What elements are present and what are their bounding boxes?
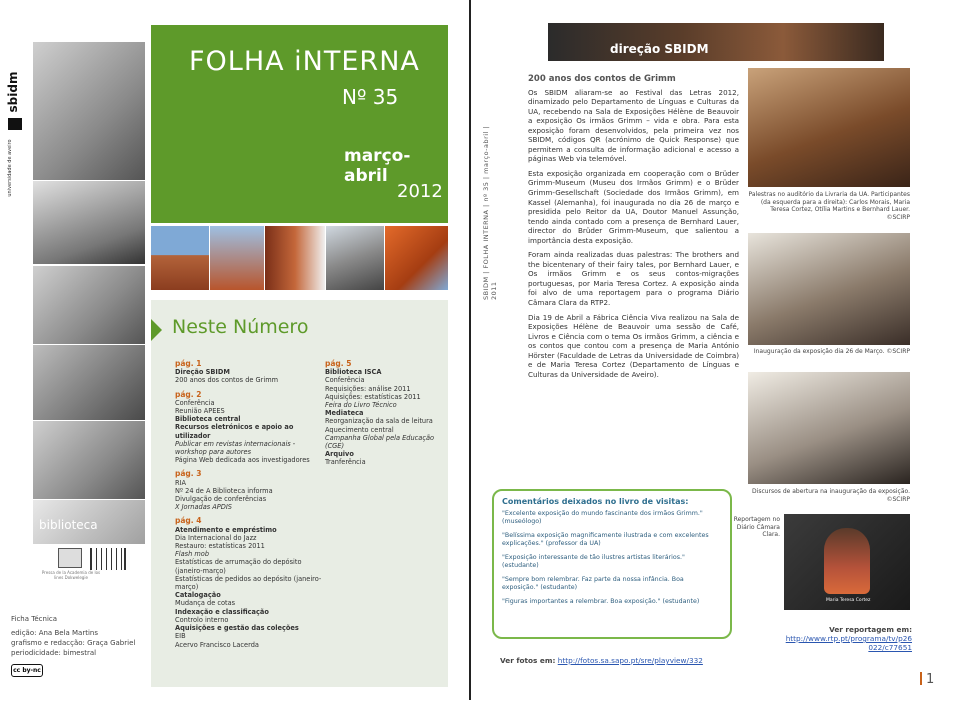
comment-item: "Sempre bom relembrar. Faz parte da nossa infância. Boa exposição." (estudante) bbox=[502, 576, 684, 591]
contents-page-heading: pág. 1 bbox=[175, 359, 202, 368]
article-paragraph: Os SBIDM aliaram-se ao Festival das Letras 2012, dinamizado pelo Departamento de Línguas e Culturas da UA, recebendo na Sala de Exposições Hélène de Beauvoir a exposição Os irmãos Grimm – vida e obra. Para esta exposição foram desenvolvidos, pela primeira vez nos SBIDM, códigos QR (acrónimo de Quick Response) que permitem a consulta de informação adicional e acesso a páginas Web via telemóvel. bbox=[528, 87, 739, 164]
contents-item: Dia Internacional do Jazz bbox=[175, 533, 257, 542]
caption-auditorium: Palestras no auditório da Livraria da UA. Participantes (da esquerda para a direita): Carlos Morais, Maria Teresa Cortez, Otília Martins e Bernhard Lauer. ©SCIRP bbox=[748, 191, 910, 221]
vertical-running-head: SBIDM | FOLHA INTERNA | nº 35 | março-abril | 2011 bbox=[482, 125, 498, 300]
article-paragraph: Dia 19 de Abril a Fábrica Ciência Viva realizou na Sala de Exposições Hélène de Beauvoir uma sessão de Café, Livros e Ciência com o tema Os irmãos Grimm, a ciência e os contos que contou com a presença de Maria António Hörster (Faculdade de Letras da Universidade de Coimbra) e de Maria Teresa Cortez (Departamento de Línguas e Culturas da Universidade de Aveiro). bbox=[528, 312, 739, 379]
photo-building-5 bbox=[385, 226, 448, 290]
photo-audience bbox=[33, 421, 145, 499]
ficha-title: Ficha Técnica bbox=[11, 615, 58, 623]
contents-column-1 bbox=[175, 354, 323, 649]
contents-item: 200 anos dos contos de Grimm bbox=[175, 376, 279, 385]
photo-building-3 bbox=[265, 226, 325, 290]
ficha-line: grafismo e redacção: Graça Gabriel bbox=[11, 639, 136, 647]
photo-biblioteca bbox=[33, 500, 145, 544]
issue-year: 2012 bbox=[397, 181, 443, 202]
contents-item: Catalogação bbox=[175, 591, 221, 600]
article bbox=[528, 75, 739, 384]
masthead bbox=[151, 25, 448, 223]
contents-item: Restauro: estatísticas 2011 bbox=[175, 542, 265, 551]
photo-woman-screen bbox=[33, 181, 145, 264]
article-paragraph: Foram ainda realizadas duas palestras: The brothers and the bicentenary of their fairy tales, por Bernhard Lauer, e Os irmãos Grimm e os seus contos-migrações portuguesas, por Maria Teresa Cortez. A exposição ainda foi alvo de uma reportagem para o programa Diário Câmara Clara da RTP2. bbox=[528, 250, 739, 308]
contents-item: Conferência bbox=[325, 376, 365, 385]
contents-page-heading: pág. 5 bbox=[325, 359, 352, 368]
contents-item: Requisições: análise 2011 bbox=[325, 384, 411, 393]
contents-item: Conferência bbox=[175, 398, 215, 407]
section-banner bbox=[548, 23, 884, 61]
guestbook-comments bbox=[492, 489, 732, 639]
contents-item: Mudança de cotas bbox=[175, 599, 236, 608]
arrow-icon bbox=[151, 319, 162, 341]
photo-building-1 bbox=[151, 226, 209, 290]
contents-item: Página Web dedicada aos investigadores bbox=[175, 456, 310, 465]
photo-building-2 bbox=[210, 226, 264, 290]
contents-item: Arquivo bbox=[325, 450, 354, 459]
ver-fotos-link[interactable]: http://fotos.sa.sapo.pt/sre/playview/332 bbox=[557, 656, 703, 665]
contents-item: X Jornadas APDIS bbox=[175, 503, 232, 512]
ver-reportagem-label: Ver reportagem em: bbox=[829, 625, 912, 634]
creative-commons-badge[interactable]: cc by-nc bbox=[11, 664, 43, 677]
contents-panel bbox=[151, 300, 448, 687]
issue-period: março-abril bbox=[344, 146, 411, 186]
contents-item: Reunião APEES bbox=[175, 407, 225, 416]
contents-title: Neste Número bbox=[172, 316, 309, 338]
newsletter-title: FOLHA iNTERNA bbox=[189, 46, 420, 77]
issue-number: Nº 35 bbox=[342, 85, 399, 109]
caption-opening: Discursos de abertura na inauguração da exposição. ©SCIRP bbox=[752, 488, 910, 503]
biblioteca-label: biblioteca bbox=[39, 518, 98, 532]
contents-item: Mediateca bbox=[325, 409, 364, 418]
video-thumbnail[interactable] bbox=[784, 514, 910, 610]
contents-item: RIA bbox=[175, 478, 187, 487]
comments-title: Comentários deixados no livro de visitas: bbox=[502, 497, 689, 506]
section-banner-label: direção SBIDM bbox=[610, 42, 709, 56]
comment-item: "Excelente exposição do mundo fascinante dos irmãos Grimm." (museólogo) bbox=[502, 510, 703, 525]
unesco-label: Pressa de la Academia de los lines Dokwelegie bbox=[41, 570, 101, 580]
contents-item: Publicar em revistas internacionais - workshop para autores bbox=[175, 439, 296, 457]
page-divider bbox=[469, 0, 471, 700]
contents-page-heading: pág. 2 bbox=[175, 389, 202, 399]
ficha-line: edição: Ana Bela Martins bbox=[11, 629, 98, 637]
comment-item: "Belíssima exposição magnificamente ilustrada e com excelentes explicações." (professor da UA) bbox=[502, 532, 709, 547]
contents-item: Aquisições: estatísticas 2011 bbox=[325, 392, 421, 401]
page-number bbox=[920, 672, 934, 687]
contents-item: Estatísticas de arrumação do depósito (janeiro-março) bbox=[175, 558, 302, 575]
photo-crowd-top bbox=[33, 42, 145, 180]
logo-text: sbidm bbox=[6, 71, 20, 113]
video-person bbox=[824, 528, 870, 594]
contents-column-2 bbox=[325, 354, 443, 467]
contents-item: Flash mob bbox=[175, 550, 210, 559]
contents-item: Controlo interno bbox=[175, 615, 229, 624]
ficha-tecnica bbox=[11, 614, 135, 658]
contents-item: Feira do Livro Técnico bbox=[325, 401, 397, 410]
contents-item: Reorganização da sala de leitura bbox=[325, 417, 433, 426]
contents-item: Aquisições e gestão das coleções bbox=[175, 624, 299, 633]
comment-item: "Figuras importantes a relembrar. Boa exposição." (estudante) bbox=[502, 598, 700, 605]
photo-inauguration bbox=[748, 233, 910, 345]
ver-fotos bbox=[500, 656, 703, 665]
article-title: 200 anos dos contos de Grimm bbox=[528, 74, 676, 84]
page-number-value: 1 bbox=[926, 672, 935, 687]
contents-item: Recursos eletrónicos e apoio ao utilizador bbox=[175, 423, 294, 440]
photo-building-4 bbox=[326, 226, 384, 290]
ficha-line: periodicidade: bimestral bbox=[11, 649, 97, 657]
contents-item: EIB bbox=[175, 632, 186, 641]
contents-item: Nº 24 de A Biblioteca informa bbox=[175, 486, 273, 495]
contents-item: Estatísticas de pedidos ao depósito (janeiro-março) bbox=[175, 574, 322, 592]
contents-page-heading: pág. 4 bbox=[175, 516, 202, 526]
photo-reading bbox=[33, 266, 145, 344]
contents-item: Biblioteca central bbox=[175, 415, 241, 424]
ver-fotos-label: Ver fotos em: bbox=[500, 656, 556, 665]
contents-item: Atendimento e empréstimo bbox=[175, 525, 277, 534]
contents-item: Tranferência bbox=[325, 458, 366, 467]
article-paragraph: Esta exposição organizada em cooperação com o Brüder Grimm-Museum (Museu dos Irmãos Grimm) e o Brüder Grimm-Gesellschaft (Sociedade dos Irmãos Grimm), em Kassel (Alemanha), foi inaugurada no dia 26 de março e presidida pelo Reitor da UA, Doutor Manuel Assunção, tendo ainda contado com a presença de Bernhard Lauer, director do Brüder Grimm-Museum, que salientou a importância desta exposição. bbox=[528, 168, 739, 245]
logo-subtext: universidade de aveiro bbox=[7, 139, 13, 197]
contents-item: Acervo Francisco Lacerda bbox=[175, 640, 259, 649]
ver-reportagem-link[interactable]: http://www.rtp.pt/programa/tv/p26022/c77651 bbox=[785, 634, 912, 652]
unesco-logo bbox=[58, 548, 82, 568]
contents-item: Direção SBIDM bbox=[175, 368, 230, 377]
contents-item: Divulgação de conferências bbox=[175, 495, 267, 504]
contents-item: Indexação e classificação bbox=[175, 607, 269, 616]
photo-presenter bbox=[33, 345, 145, 420]
caption-inauguration: Inauguração da exposição dia 26 de Março. ©SCIRP bbox=[753, 348, 910, 355]
caption-reportagem: Reportagem no Diário Câmara Clara. bbox=[733, 516, 780, 539]
photo-auditorium bbox=[748, 68, 910, 187]
piano-icon bbox=[90, 548, 126, 570]
contents-item: Aquecimento central bbox=[325, 425, 394, 434]
comment-item: "Exposição interessante de tão ilustres artistas literários." (estudante) bbox=[502, 554, 685, 569]
ver-reportagem bbox=[784, 625, 912, 652]
video-name-label: Maria Teresa Cortez bbox=[826, 598, 871, 603]
page-number-bar bbox=[920, 672, 922, 685]
photo-opening-speeches bbox=[748, 372, 910, 484]
sbidm-logo bbox=[6, 40, 28, 210]
contents-item: Biblioteca ISCA bbox=[325, 368, 382, 377]
contents-page-heading: pág. 3 bbox=[175, 469, 202, 479]
contents-item: Campanha Global pela Educação (CGE) bbox=[325, 433, 435, 451]
